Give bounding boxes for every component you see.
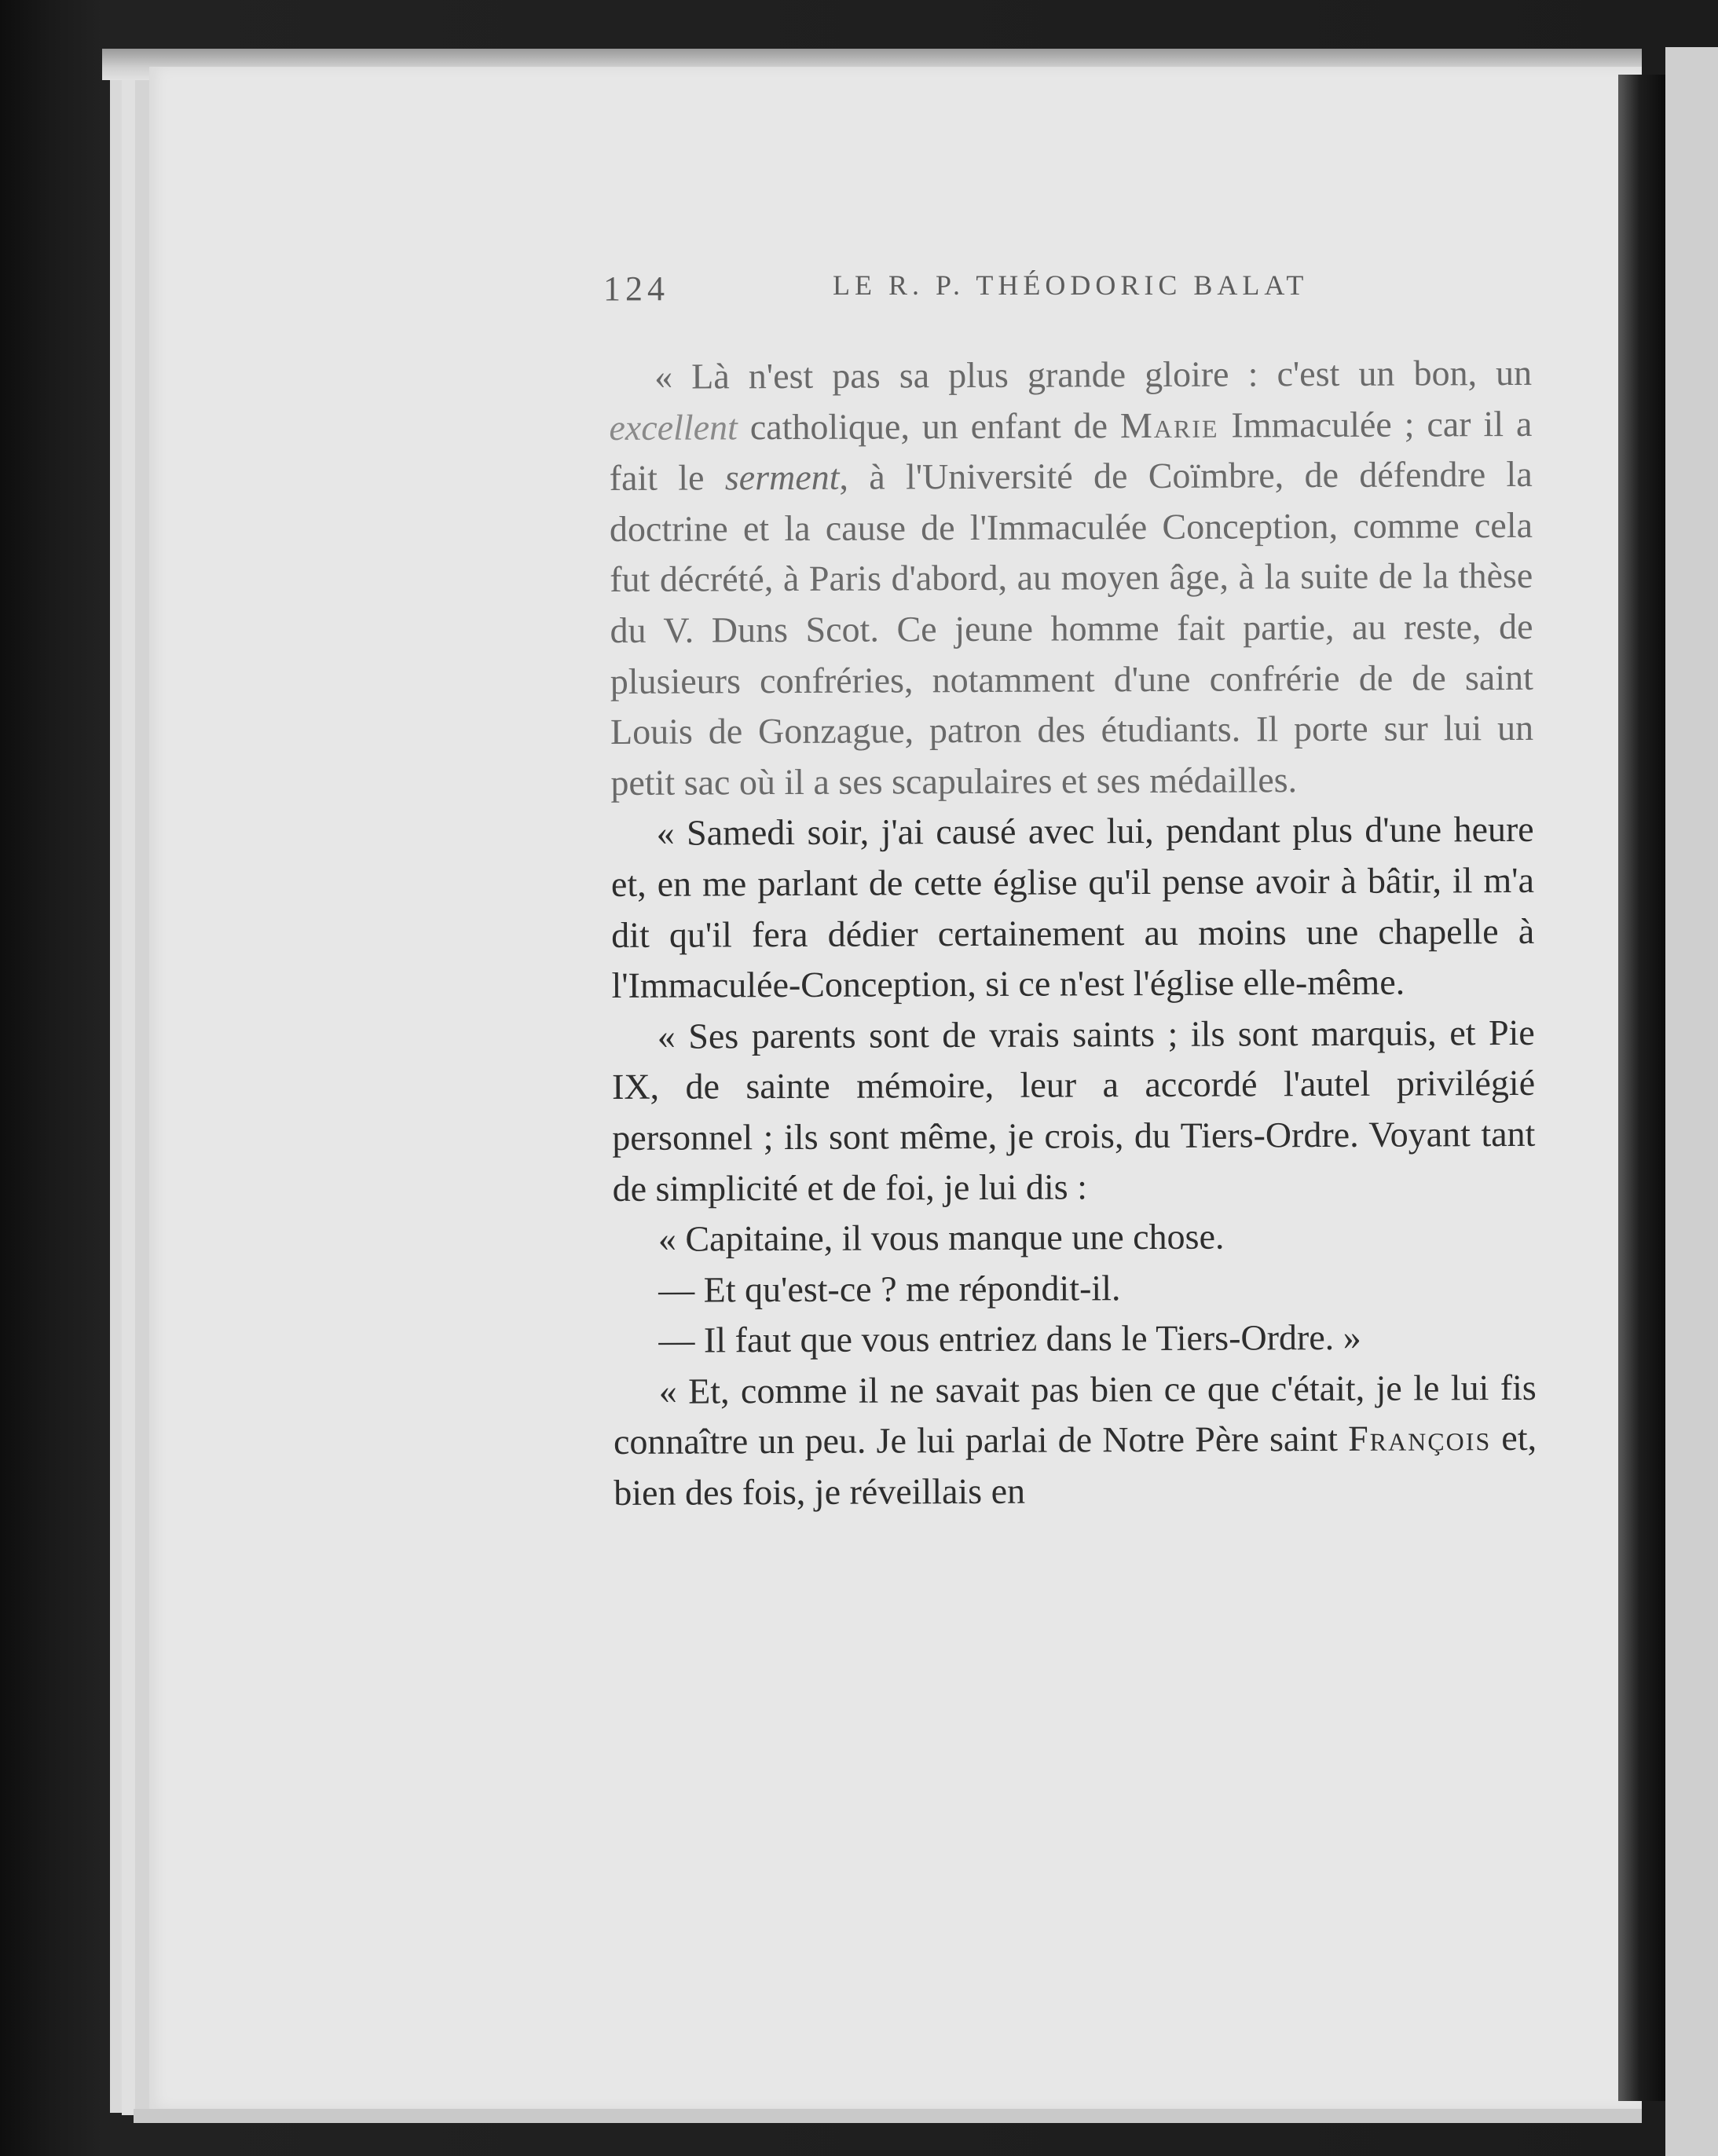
paragraph-1-text-e: Immaculée ; car il a fait le bbox=[609, 403, 1533, 499]
paragraph-7-text-a: « Et, comme il ne savait pas bien ce que c'était, je le lui fis connaître un peu. Je lui parlai de Notre Père saint bbox=[613, 1367, 1537, 1462]
emphasis-excellent: excellent bbox=[609, 406, 738, 448]
paragraph-7-text-c: et, bien des fois, je réveillais en bbox=[614, 1418, 1537, 1514]
page-number: 124 bbox=[603, 269, 669, 308]
paragraph-5: — Et qu'est-ce ? me répondit-il. bbox=[658, 1267, 1121, 1310]
paragraph-2: « Samedi soir, j'ai causé avec lui, pendant plus d'une heure et, en me parlant de cette église qu'il pense avoir à bâtir, il m'a dit qu'il fera dédier certainement au moins une chapelle à l'Immaculée-Conception, si ce n'est l'église elle-même. bbox=[610, 809, 1535, 1006]
paragraph-3: « Ses parents sont de vrais saints ; ils sont marquis, et Pie IX, de sainte mémoire, leur a accordé l'autel privilégié personnel ; ils sont même, je crois, du Tiers-Ordre. Voyant tant de simplicité et de foi, je lui dis : bbox=[611, 1012, 1536, 1209]
paragraph-6: — Il faut que vous entriez dans le Tiers-Ordre. » bbox=[658, 1317, 1361, 1361]
running-title: LE R. P. THÉODORIC BALAT bbox=[833, 269, 1309, 301]
paragraph-1-text-a: « Là n'est pas sa plus grande gloire : c'est un bon, un bbox=[654, 352, 1533, 397]
paragraph-1 bbox=[609, 348, 1534, 808]
small-caps-francois: François bbox=[1348, 1418, 1492, 1459]
body-text bbox=[609, 348, 1537, 1519]
small-caps-marie: Marie bbox=[1119, 404, 1219, 445]
binding-gutter bbox=[1618, 75, 1665, 2101]
facing-page-edge bbox=[1665, 47, 1718, 2156]
paragraph-1-text-c: catholique, un enfant de bbox=[737, 404, 1121, 447]
page-bottom-edge bbox=[134, 2109, 1642, 2123]
paragraph-1-text-g: , à l'Université de Coïmbre, de défendre la doctrine et la cause de l'Immaculée Conception, comme cela fut décrété, à Paris d'abord, au moyen âge, à la suite de la thèse du V. Duns Scot. Ce jeune homme fait partie, au reste, de plusieurs confréries, notamment d'une confrérie de de saint Louis de Gonzague, patron des étudiants. Il porte sur lui un petit sac où il a ses scapulaires et ses médailles. bbox=[609, 454, 1534, 803]
emphasis-serment: serment bbox=[724, 456, 840, 498]
paragraph-4: « Capitaine, il vous manque une chose. bbox=[658, 1216, 1225, 1259]
paragraph-7 bbox=[614, 1363, 1537, 1519]
